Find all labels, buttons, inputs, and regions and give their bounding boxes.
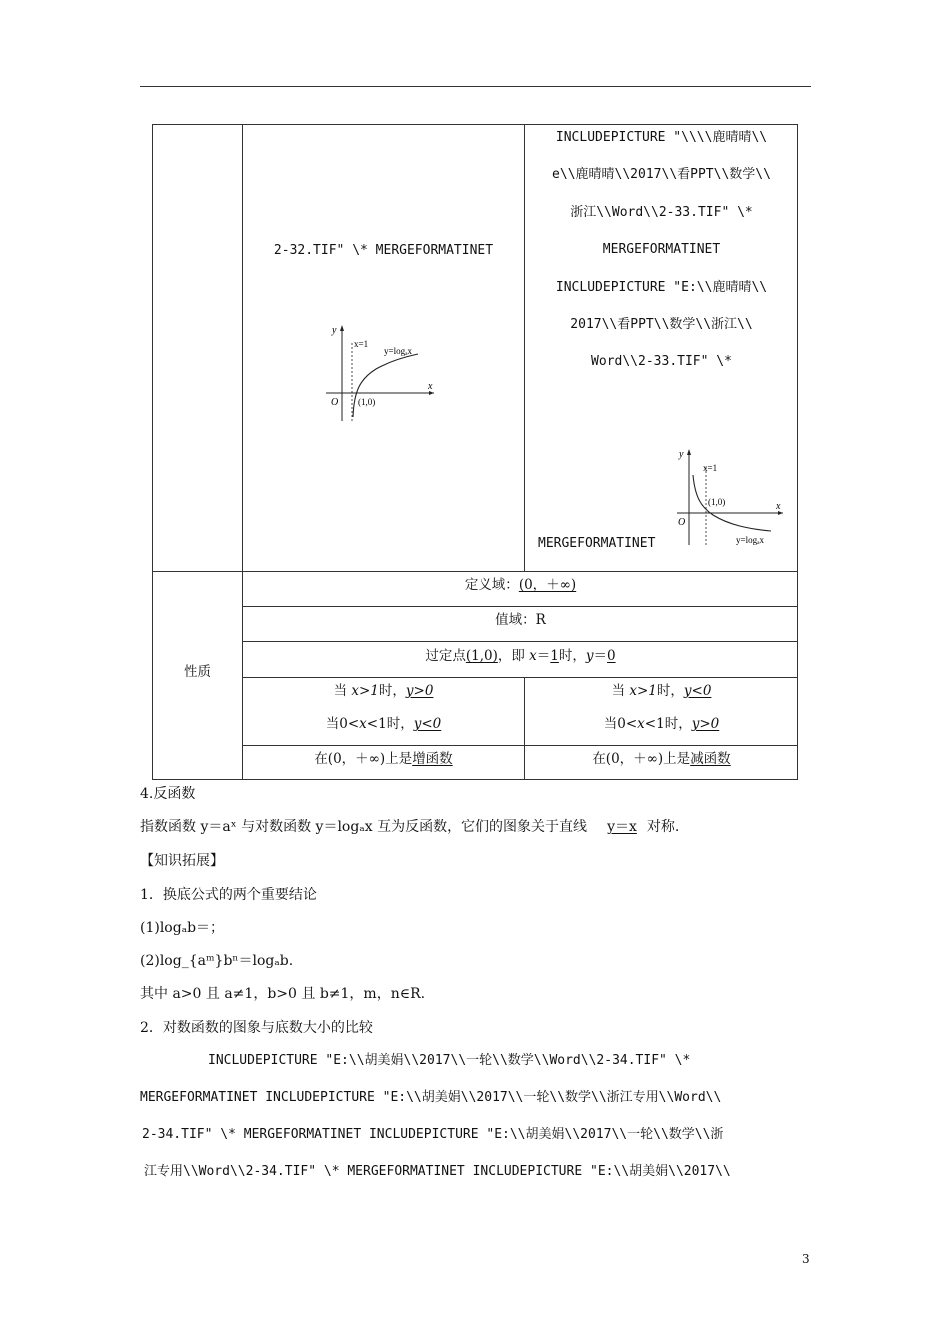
table-row-divider	[153, 571, 798, 572]
case-cond: x>1	[351, 683, 379, 699]
fixed-point-prefix: 过定点	[425, 648, 466, 664]
case-text: 时，	[378, 683, 406, 699]
graph-right-x-label: x	[776, 501, 781, 512]
range-prefix: 值域：	[495, 612, 536, 628]
formula-3: 其中 a>0 且 a≠1，b>0 且 b≠1，m，n∈R.	[140, 986, 426, 1002]
graph-left-curve-label: y=logₐx	[384, 346, 413, 356]
field-line: MERGEFORMATINET INCLUDEPICTURE "E:\\胡美娟\\2017\\一轮\\数学\\浙江专用\\Word\\	[140, 1090, 722, 1105]
graph-left-x-label: x	[428, 381, 433, 392]
field-line: Word\\2-33.TIF" \*	[591, 354, 732, 369]
domain-value: (0，＋∞)	[518, 577, 577, 593]
header-rule	[140, 86, 811, 87]
section4-text: 指数函数 y＝aˣ 与对数函数 y＝logₐx 互为反函数，它们的图象关于直线	[140, 819, 588, 835]
field-line: e\\鹿晴晴\\2017\\看PPT\\数学\\	[552, 167, 771, 182]
graph-right-asymptote: x=1	[703, 463, 718, 473]
section4-tail: 对称.	[646, 819, 680, 835]
monotone-increasing	[243, 750, 524, 768]
graph-left-y-label: y	[332, 325, 337, 336]
right-image-caption: MERGEFORMATINET	[538, 536, 656, 551]
fixed-point-row	[243, 647, 798, 665]
fixed-point-x: x	[529, 648, 537, 664]
case-text: 当	[333, 683, 348, 699]
table-row-divider	[242, 745, 798, 746]
case-text: 当	[611, 683, 626, 699]
case-answer: y>0	[405, 683, 434, 699]
page-number: 3	[802, 1252, 810, 1266]
case-text: 当0<	[325, 716, 360, 732]
graph-left-point: (1,0)	[358, 397, 376, 407]
fixed-point-eq: ＝	[536, 648, 551, 664]
section4-heading: 4.反函数	[140, 786, 196, 802]
log-function-table	[152, 124, 798, 780]
range-row	[243, 611, 798, 629]
case-text: <1时，	[644, 716, 692, 732]
table-row-divider	[242, 641, 798, 642]
left-case-2	[243, 715, 524, 733]
field-line: 江专用\\Word\\2-34.TIF" \* MERGEFORMATINET INCLUDEPICTURE "E:\\胡美娟\\2017\\	[144, 1164, 731, 1179]
fixed-point-y: y	[585, 648, 594, 664]
formula-1: (1)logₐb＝；	[140, 920, 225, 936]
graph-left-asymptote: x=1	[354, 339, 369, 349]
fixed-point-mid: ，即	[497, 648, 525, 664]
section4-line	[140, 818, 679, 836]
left-case-1	[243, 682, 524, 700]
range-value: R	[535, 612, 546, 628]
field-line: 浙江\\Word\\2-33.TIF" \*	[570, 205, 753, 220]
monotone-decreasing-value: 减函数	[690, 751, 731, 767]
field-line: INCLUDEPICTURE "E:\\鹿晴晴\\	[555, 280, 768, 295]
domain-row	[243, 576, 798, 594]
case-cond: x	[359, 716, 367, 732]
fixed-point-eq: ＝	[593, 648, 608, 664]
fixed-point-when: 时，	[558, 648, 586, 664]
left-image-caption: 2-32.TIF" \* MERGEFORMATINET	[273, 243, 494, 258]
right-case-2	[525, 715, 798, 733]
graph-right-origin: O	[678, 517, 686, 528]
case-cond: x	[637, 716, 645, 732]
right-case-1	[525, 682, 798, 700]
monotone-increasing-value: 增函数	[412, 751, 453, 767]
graph-log-increasing	[318, 321, 458, 425]
domain-prefix: 定义域：	[464, 577, 519, 593]
fixed-point-zero: 0	[607, 648, 616, 664]
case-text: <1时，	[366, 716, 414, 732]
table-row-divider	[242, 677, 798, 678]
extension-item2: 2．对数函数的图象与底数大小的比较	[140, 1020, 373, 1036]
graph-right-curve-label: y=logₐx	[736, 535, 765, 545]
monotone-prefix: 在(0，＋∞)上是	[314, 751, 413, 767]
case-answer: y<0	[413, 716, 442, 732]
monotone-decreasing	[525, 750, 798, 768]
case-text: 时，	[656, 683, 684, 699]
field-line: 2017\\看PPT\\数学\\浙江\\	[570, 317, 753, 332]
properties-label: 性质	[184, 664, 211, 680]
formula-2: (2)log_{aᵐ}bⁿ＝logₐb.	[140, 953, 294, 969]
case-cond: x>1	[629, 683, 657, 699]
extension-heading: 【知识拓展】	[140, 853, 224, 869]
monotone-prefix: 在(0，＋∞)上是	[592, 751, 691, 767]
case-answer: y<0	[683, 683, 712, 699]
case-text: 当0<	[603, 716, 638, 732]
graph-right-y-label: y	[679, 449, 684, 460]
field-line: INCLUDEPICTURE "E:\\胡美娟\\2017\\一轮\\数学\\Word\\2-34.TIF" \*	[208, 1053, 691, 1068]
field-line: MERGEFORMATINET	[602, 242, 721, 257]
table-row-divider	[242, 606, 798, 607]
section4-answer: y＝x	[607, 819, 637, 835]
field-line: INCLUDEPICTURE "\\\\鹿晴晴\\	[555, 130, 768, 145]
graph-log-decreasing	[673, 445, 788, 555]
fixed-point-one: 1	[550, 648, 559, 664]
field-line: 2-34.TIF" \* MERGEFORMATINET INCLUDEPICTURE "E:\\胡美娟\\2017\\一轮\\数学\\浙	[142, 1127, 724, 1142]
fixed-point-value: (1,0)	[465, 648, 498, 664]
graph-left-origin: O	[331, 397, 339, 408]
table-col-divider	[524, 125, 525, 571]
extension-item1: 1．换底公式的两个重要结论	[140, 887, 317, 903]
graph-right-point: (1,0)	[708, 497, 726, 507]
case-answer: y>0	[691, 716, 720, 732]
